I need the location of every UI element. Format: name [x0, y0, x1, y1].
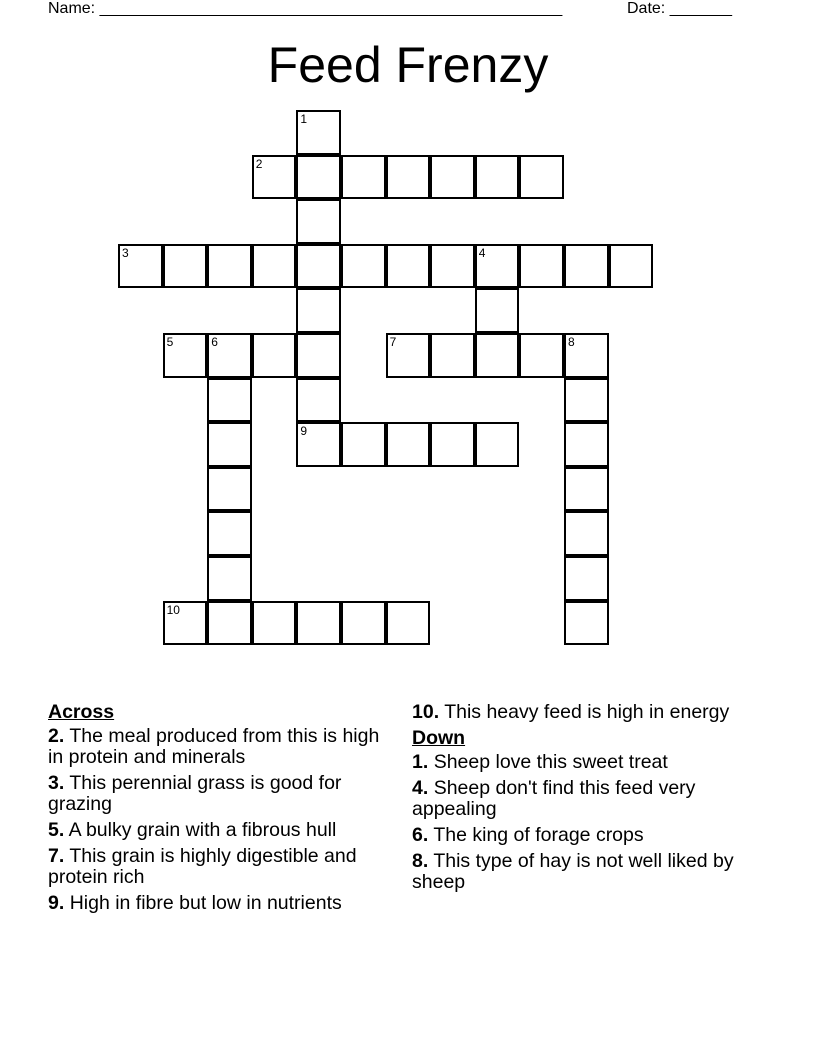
grid-cell: [564, 333, 609, 378]
grid-cell: [252, 155, 297, 200]
cell-number: 9: [300, 424, 308, 439]
grid-cell: [207, 556, 252, 601]
clue-number: 5.: [48, 819, 65, 841]
grid-cell: [386, 155, 431, 200]
grid-cell: [252, 244, 297, 289]
cell-number: 6: [211, 335, 218, 349]
grid-cell: [386, 601, 431, 646]
grid-cell: [341, 601, 386, 646]
cell-number: 7: [389, 335, 397, 349]
across-clue: [412, 702, 742, 723]
grid-cell: [252, 601, 297, 646]
across-clue: [48, 846, 388, 888]
grid-cell: [296, 378, 341, 423]
cell-number: 1: [300, 112, 308, 126]
grid-cell: [609, 244, 654, 289]
page-title: Feed Frenzy: [267, 37, 549, 93]
clue-text: The meal produced from this is high in protein and minerals: [48, 725, 380, 768]
clue-text: Sheep love this sweet treat: [433, 751, 668, 773]
grid-cell: [386, 333, 431, 378]
grid-cell: [163, 601, 208, 646]
clue-number: 8.: [412, 850, 429, 872]
cell-number: 10: [166, 602, 180, 617]
grid-cell: [207, 511, 252, 556]
grid-cell: [430, 244, 475, 289]
clue-text: This heavy feed is high in energy: [444, 701, 730, 723]
clue-text: The king of forage crops: [433, 824, 644, 846]
grid-cell: [207, 244, 252, 289]
grid-cell: [519, 244, 564, 289]
clue-text: Sheep don't find this feed very appealing: [412, 777, 696, 820]
grid-cell: [341, 244, 386, 289]
cell-number: 5: [166, 335, 174, 349]
grid-cell: [475, 155, 520, 200]
grid-cell: [564, 467, 609, 512]
name-line: Name: ____________________________________________________: [48, 0, 563, 17]
grid-cell: [564, 422, 609, 467]
clue-text: A bulky grain with a fibrous hull: [68, 819, 337, 841]
clue-number: 9.: [48, 892, 65, 914]
grid-cell: [296, 333, 341, 378]
cell-number: 8: [568, 335, 575, 349]
down-heading: Down: [412, 727, 466, 749]
grid-cell: [207, 333, 252, 378]
clue-text: This perennial grass is good for grazing: [48, 772, 342, 815]
date-line: Date: _______: [627, 0, 732, 17]
grid-cell: [207, 601, 252, 646]
cell-number: 3: [122, 245, 129, 260]
grid-cell: [296, 288, 341, 333]
clues-right-column: [412, 702, 742, 898]
clue-number: 1.: [412, 751, 429, 773]
grid-cell: [430, 155, 475, 200]
grid-cell: [341, 422, 386, 467]
grid-cell: [564, 511, 609, 556]
grid-cell: [207, 467, 252, 512]
clue-text: This type of hay is not well liked by sheep: [412, 850, 734, 893]
grid-cell: [519, 155, 564, 200]
down-clue: [412, 851, 742, 893]
grid-cell: [163, 333, 208, 378]
clue-number: 10.: [412, 701, 440, 723]
grid-cell: [430, 333, 475, 378]
grid-cell: [564, 244, 609, 289]
grid-cell: [475, 244, 520, 289]
grid-cell: [564, 378, 609, 423]
grid-cell: [386, 244, 431, 289]
across-clue: [48, 726, 388, 768]
grid-cell: [207, 378, 252, 423]
cell-number: 2: [255, 156, 263, 171]
grid-cell: [564, 556, 609, 601]
across-heading: Across: [48, 701, 115, 723]
grid-cell: [252, 333, 297, 378]
grid-cell: [118, 244, 163, 289]
grid-cell: [296, 601, 341, 646]
clues-left-column: [48, 702, 388, 919]
grid-cell: [296, 155, 341, 200]
across-clue: [48, 773, 388, 815]
cell-number: 4: [478, 245, 486, 260]
grid-cell: [163, 244, 208, 289]
grid-cell: [475, 333, 520, 378]
grid-cell: [430, 422, 475, 467]
down-clue: [412, 752, 742, 773]
grid-cell: [475, 288, 520, 333]
grid-cell: [296, 244, 341, 289]
grid-cell: [475, 422, 520, 467]
clue-text: This grain is highly digestible and protein rich: [48, 845, 357, 888]
grid-cell: [386, 422, 431, 467]
grid-cell: [296, 199, 341, 244]
grid-cell: [207, 422, 252, 467]
grid-cell: [296, 110, 341, 155]
down-clue: [412, 778, 742, 820]
grid-cell: [519, 333, 564, 378]
across-clue: [48, 820, 388, 841]
grid-cell: [341, 155, 386, 200]
grid-cell: [564, 601, 609, 646]
across-clue: [48, 893, 388, 914]
clue-number: 3.: [48, 772, 65, 794]
grid-cell: [296, 422, 341, 467]
clue-text: High in fibre but low in nutrients: [69, 892, 342, 914]
down-clue: [412, 825, 742, 846]
clue-number: 4.: [412, 777, 429, 799]
clue-number: 6.: [412, 824, 429, 846]
clue-number: 2.: [48, 725, 65, 747]
clue-number: 7.: [48, 845, 65, 867]
